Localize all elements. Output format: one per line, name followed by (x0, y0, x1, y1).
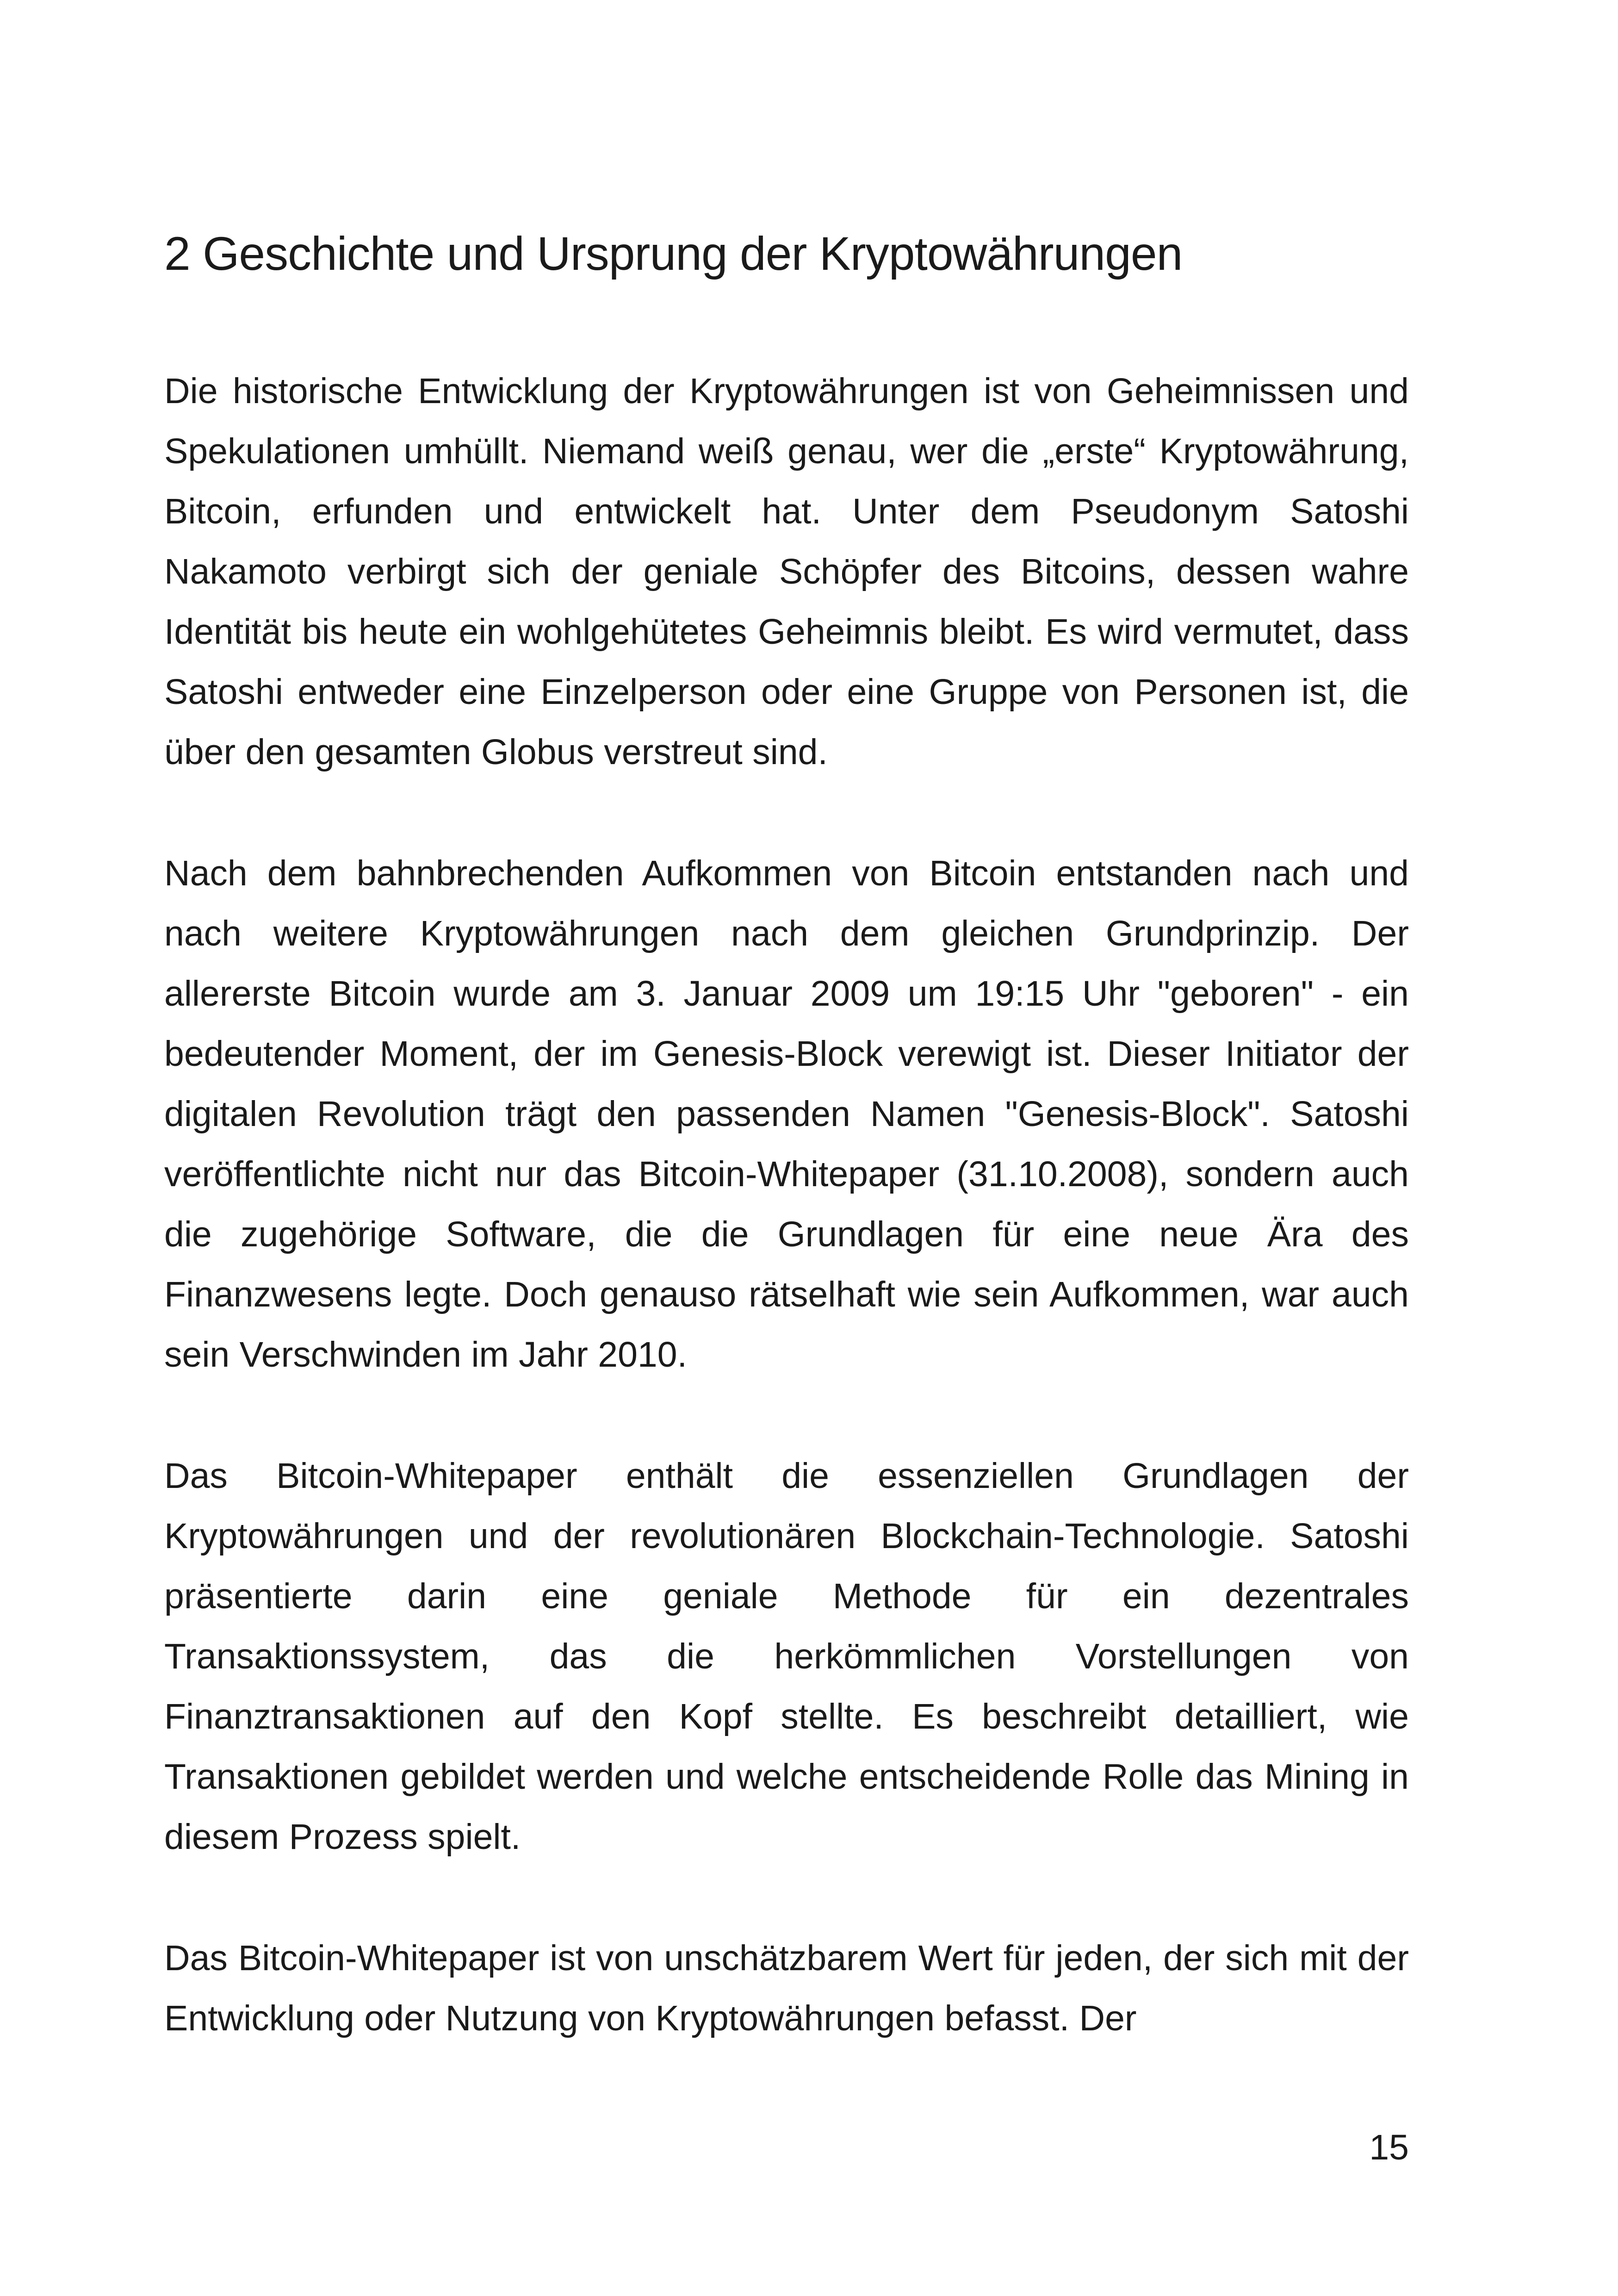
body-text (164, 361, 1409, 2109)
chapter-title: 2 Geschichte und Ursprung der Kryptowährungen (164, 227, 1183, 280)
paragraph-2: Nach dem bahnbrechenden Aufkommen von Bitcoin entstanden nach und nach weitere Kryptowährungen nach dem gleichen Grundprinzip. Der allererste Bitcoin wurde am 3. Januar 2009 um 19:15 Uhr "geboren" - ein bedeutender Moment, der im Genesis-Block verewigt ist. Dieser Initiator der digitalen Revolution trägt den passenden Namen "Genesis-Block". Satoshi veröffentlichte nicht nur das Bitcoin-Whitepaper (31.10.2008), sondern auch die zugehörige Software, die die Grundlagen für eine neue Ära des Finanzwesens legte. Doch genauso rätselhaft wie sein Aufkommen, war auch sein Verschwinden im Jahr 2010. (164, 853, 1409, 1375)
paragraph-1: Die historische Entwicklung der Kryptowährungen ist von Geheimnissen und Spekulationen umhüllt. Niemand weiß genau, wer die „erste“ Kryptowährung, Bitcoin, erfunden und entwickelt hat. Unter dem Pseudonym Satoshi Nakamoto verbirgt sich der geniale Schöpfer des Bitcoins, dessen wahre Identität bis heute ein wohlgehütetes Geheimnis bleibt. Es wird vermutet, dass Satoshi entweder eine Einzelperson oder eine Gruppe von Personen ist, die über den gesamten Globus verstreut sind. (164, 371, 1409, 772)
paragraph-3: Das Bitcoin-Whitepaper enthält die essenziellen Grundlagen der Kryptowährungen und der revolutionären Blockchain-Technologie. Satoshi präsentierte darin eine geniale Methode für ein dezentrales Transaktionssystem, das die herkömmlichen Vorstellungen von Finanztransaktionen auf den Kopf stellte. Es beschreibt detailliert, wie Transaktionen gebildet werden und welche entscheidende Rolle das Mining in diesem Prozess spielt. (164, 1456, 1409, 1857)
paragraph-4: Das Bitcoin-Whitepaper ist von unschätzbarem Wert für jeden, der sich mit der Entwicklung oder Nutzung von Kryptowährungen befasst. Der (164, 1938, 1409, 2038)
page-number: 15 (1369, 2128, 1409, 2167)
